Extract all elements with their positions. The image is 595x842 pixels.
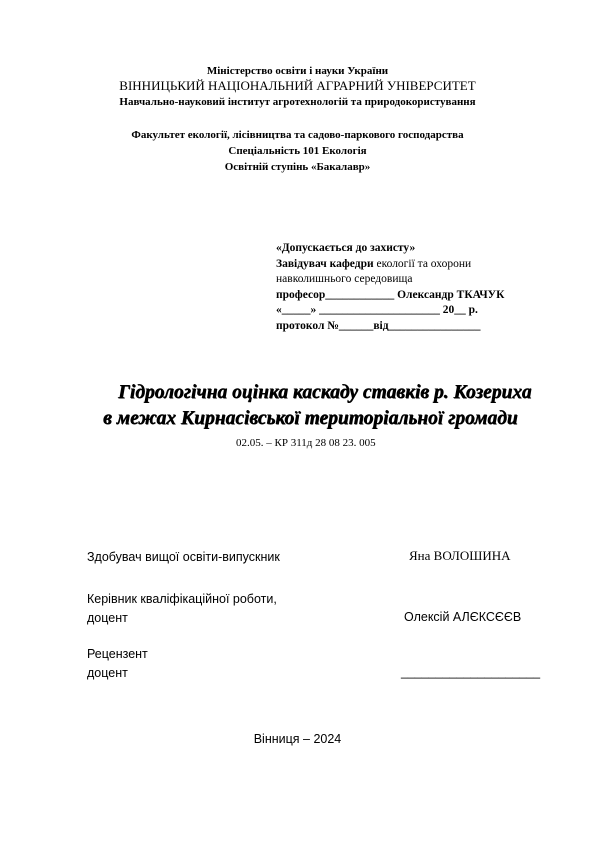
thesis-title-line-2: в межах Кирнасівської територіальної громади (103, 408, 518, 429)
approval-heading: «Допускається до захисту» (276, 242, 416, 254)
student-label: Здобувач вищої освіти-випускник (87, 550, 280, 564)
department-name-2: навколишнього середовища (276, 273, 413, 285)
city-year: Вінниця – 2024 (253, 732, 342, 746)
professor-signature-line: професор____________ Олександр ТКАЧУК (276, 288, 505, 301)
university-name: ВІННИЦЬКИЙ НАЦІОНАЛЬНИЙ АГРАРНИЙ УНІВЕРСИТЕТ (119, 78, 476, 93)
supervisor-label: Керівник кваліфікаційної роботи, (87, 592, 277, 606)
reviewer-signature-blank: ____________________ (401, 665, 541, 679)
approval-block (276, 241, 536, 334)
thesis-title-line-1: Гідрологічна оцінка каскаду ставків р. Козериха (118, 382, 532, 403)
approval-date-line: «_____» _____________________ 20__ р. (276, 304, 478, 316)
supervisor-position: доцент (87, 611, 128, 625)
institute-line: Навчально-науковий інститут агротехнологій та природокористування (119, 96, 476, 108)
head-of-department-line (276, 257, 536, 273)
supervisor-name: Олексій АЛЄКСЄЄВ (404, 610, 522, 624)
faculty-line: Факультет екології, лісівництва та садово-паркового господарства (131, 129, 464, 141)
student-name: Яна ВОЛОШИНА (409, 548, 511, 563)
department-name-1: екології та охорони (376, 257, 472, 270)
specialty-line: Спеціальність 101 Екологія (228, 145, 367, 157)
head-label: Завідувач кафедри (276, 257, 374, 270)
thesis-code: 02.05. – КР 311д 28 08 23. 005 (236, 437, 376, 449)
degree-line: Освітній ступінь «Бакалавр» (224, 161, 371, 173)
reviewer-position: доцент (87, 666, 128, 680)
ministry-line: Міністерство освіти і науки України (206, 65, 389, 77)
reviewer-label: Рецензент (87, 647, 148, 661)
protocol-line: протокол №______від________________ (276, 319, 481, 332)
